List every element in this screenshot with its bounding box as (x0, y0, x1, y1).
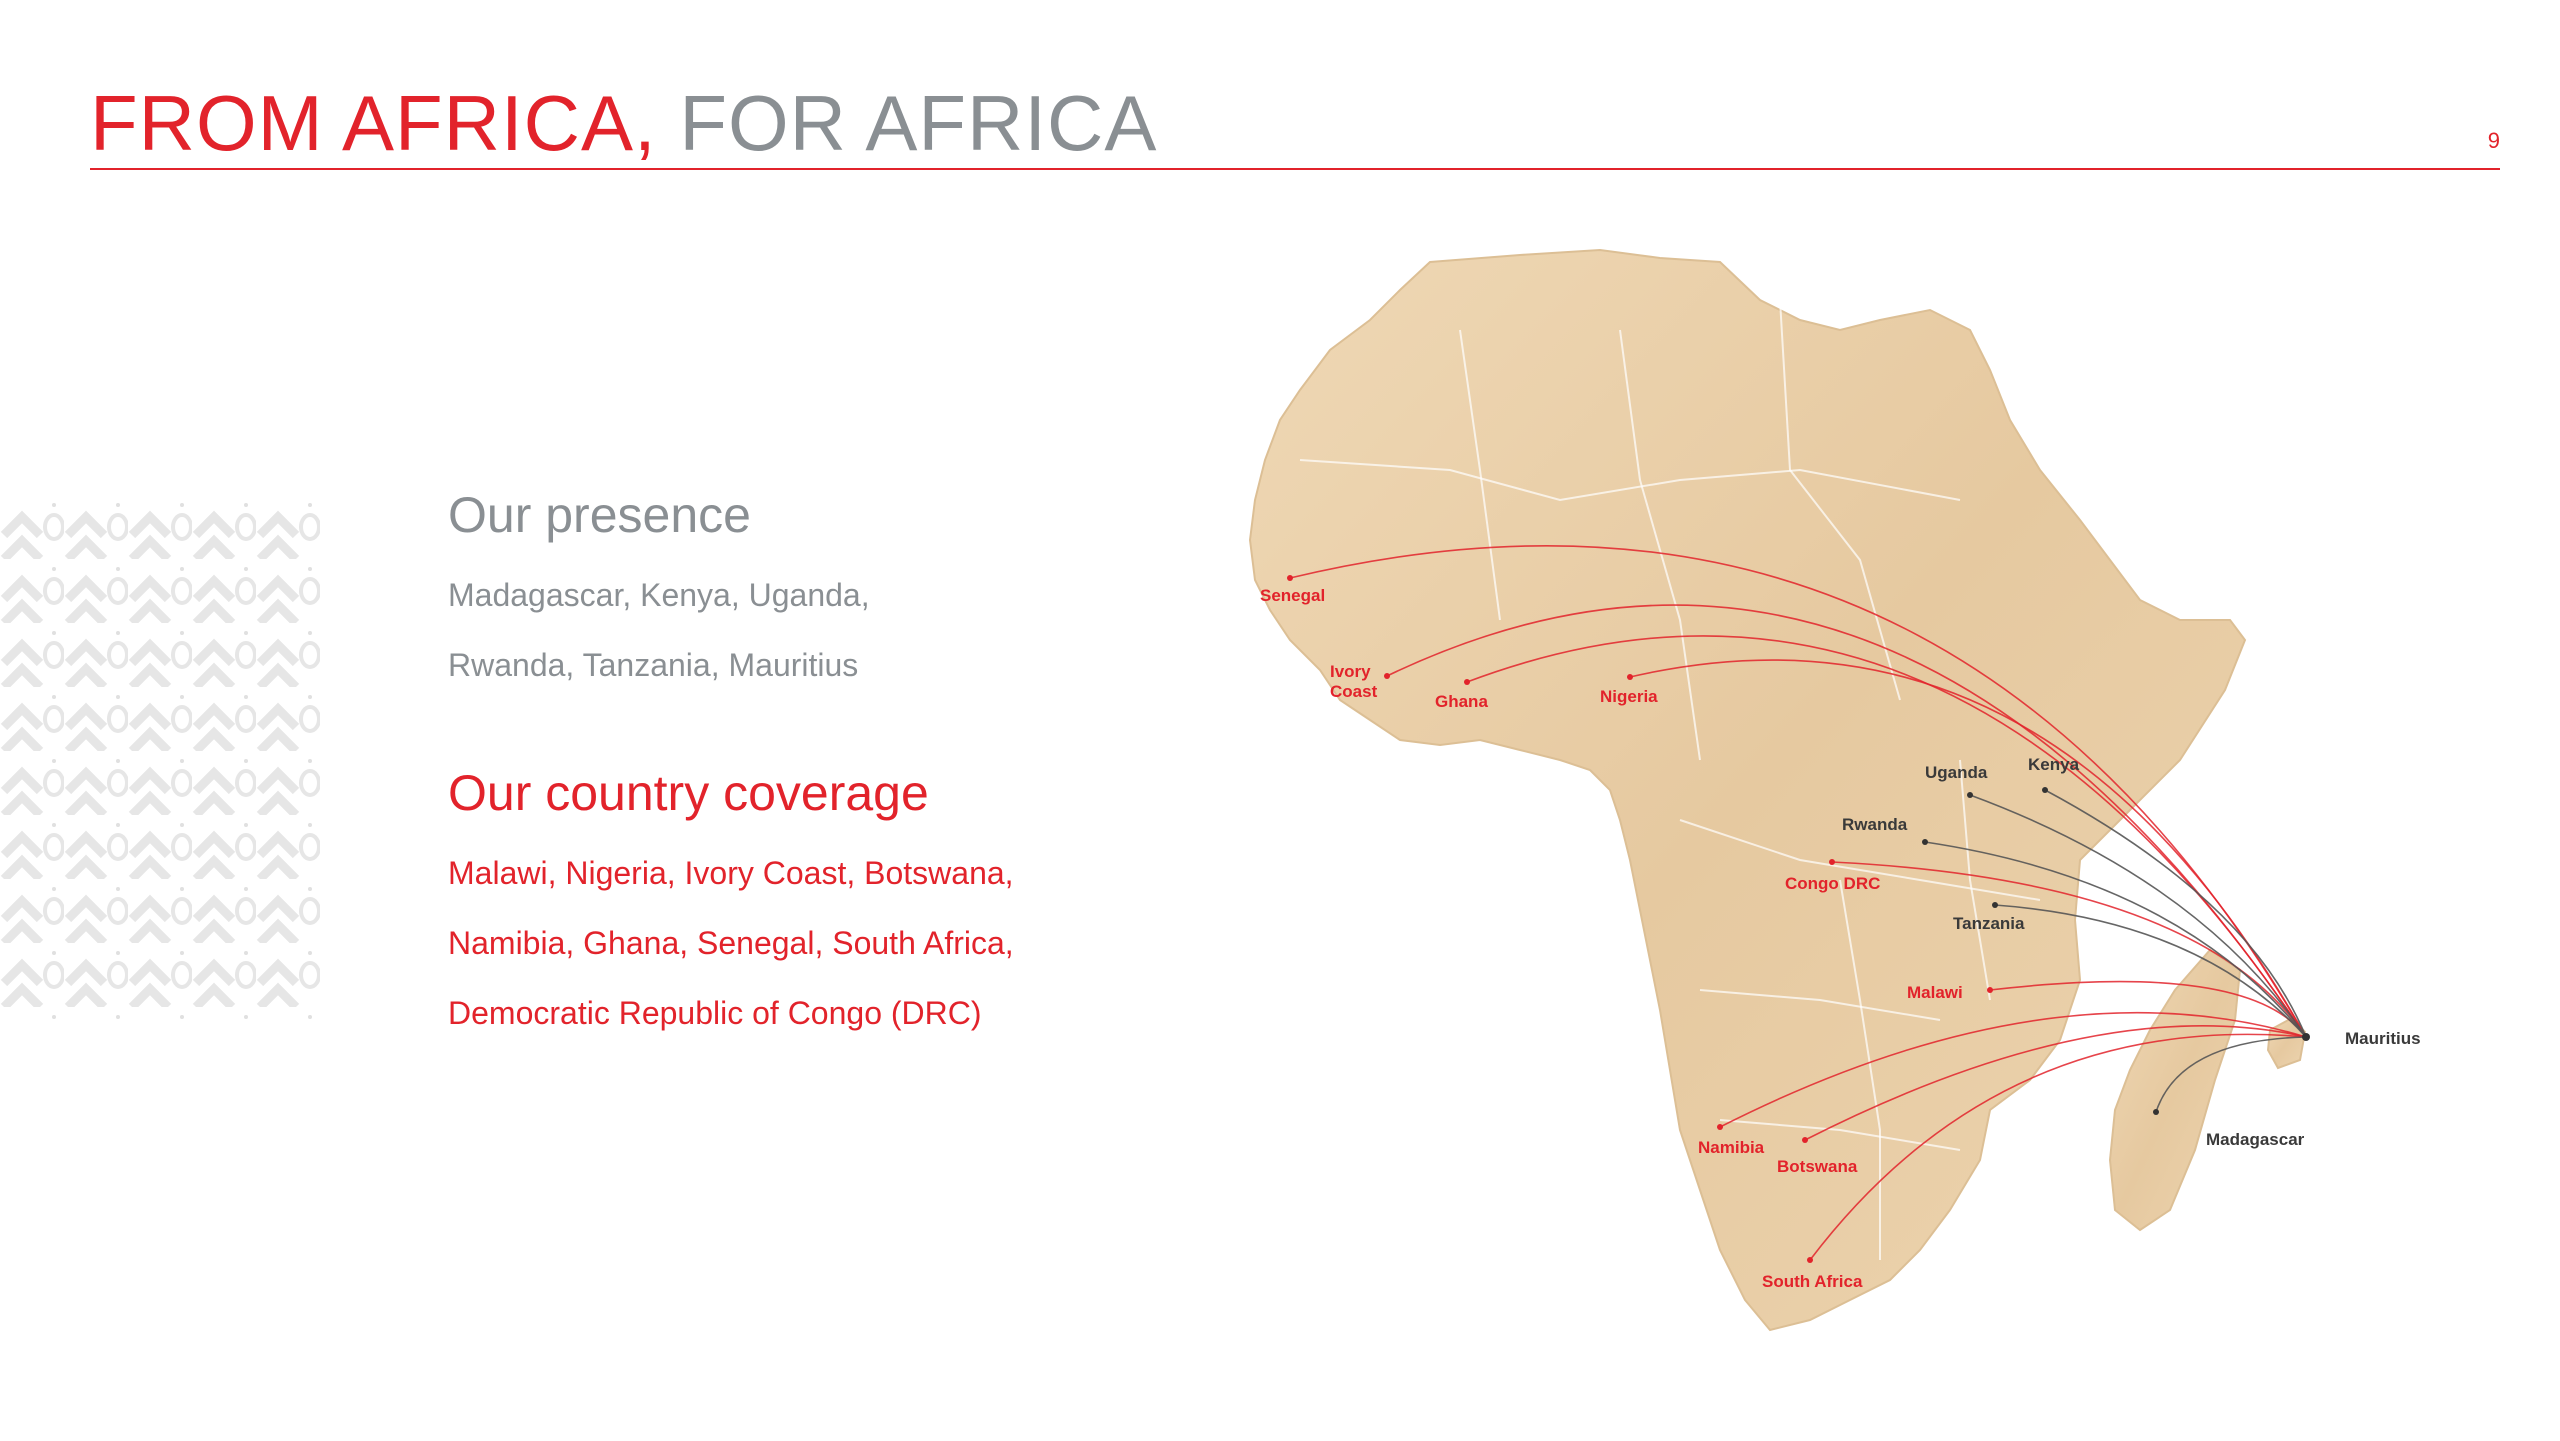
label-namibia: Namibia (1698, 1138, 1765, 1157)
title-rest: FOR AFRICA (679, 79, 1158, 167)
label-nigeria: Nigeria (1600, 687, 1658, 706)
presence-list (448, 560, 870, 700)
label-ivory: Ivory (1330, 662, 1371, 681)
label-mauritius: Mauritius (2345, 1029, 2421, 1048)
coverage-heading: Our country coverage (448, 765, 929, 821)
label-ghana: Ghana (1435, 692, 1488, 711)
label-south-africa: South Africa (1762, 1272, 1863, 1291)
africa-map (1180, 230, 2480, 1360)
africa-landmass (1250, 250, 2245, 1330)
label-rwanda: Rwanda (1842, 815, 1908, 834)
presence-heading: Our presence (448, 487, 751, 543)
label-malawi: Malawi (1907, 983, 1963, 1002)
label-tanzania: Tanzania (1953, 914, 2025, 933)
label-kenya: Kenya (2028, 755, 2080, 774)
label-congo-drc: Congo DRC (1785, 874, 1881, 893)
title-accent: FROM AFRICA, (90, 79, 657, 167)
decorative-pattern (0, 495, 320, 1020)
coverage-list (448, 838, 1014, 1048)
title-divider (90, 168, 2500, 170)
label-botswana: Botswana (1777, 1157, 1858, 1176)
page-number: 9 (2487, 128, 2500, 153)
label-coast: Coast (1330, 682, 1378, 701)
coverage-line: Malawi, Nigeria, Ivory Coast, Botswana, (448, 855, 1014, 891)
page-title (90, 78, 1157, 168)
presence-line: Madagascar, Kenya, Uganda, (448, 577, 870, 613)
presence-line: Rwanda, Tanzania, Mauritius (448, 647, 859, 683)
coverage-line: Namibia, Ghana, Senegal, South Africa, (448, 925, 1014, 961)
madagascar-landmass (2110, 950, 2240, 1230)
coverage-line: Democratic Republic of Congo (DRC) (448, 995, 982, 1031)
label-senegal: Senegal (1260, 586, 1326, 605)
label-madagascar: Madagascar (2206, 1130, 2305, 1149)
label-uganda: Uganda (1925, 763, 1988, 782)
